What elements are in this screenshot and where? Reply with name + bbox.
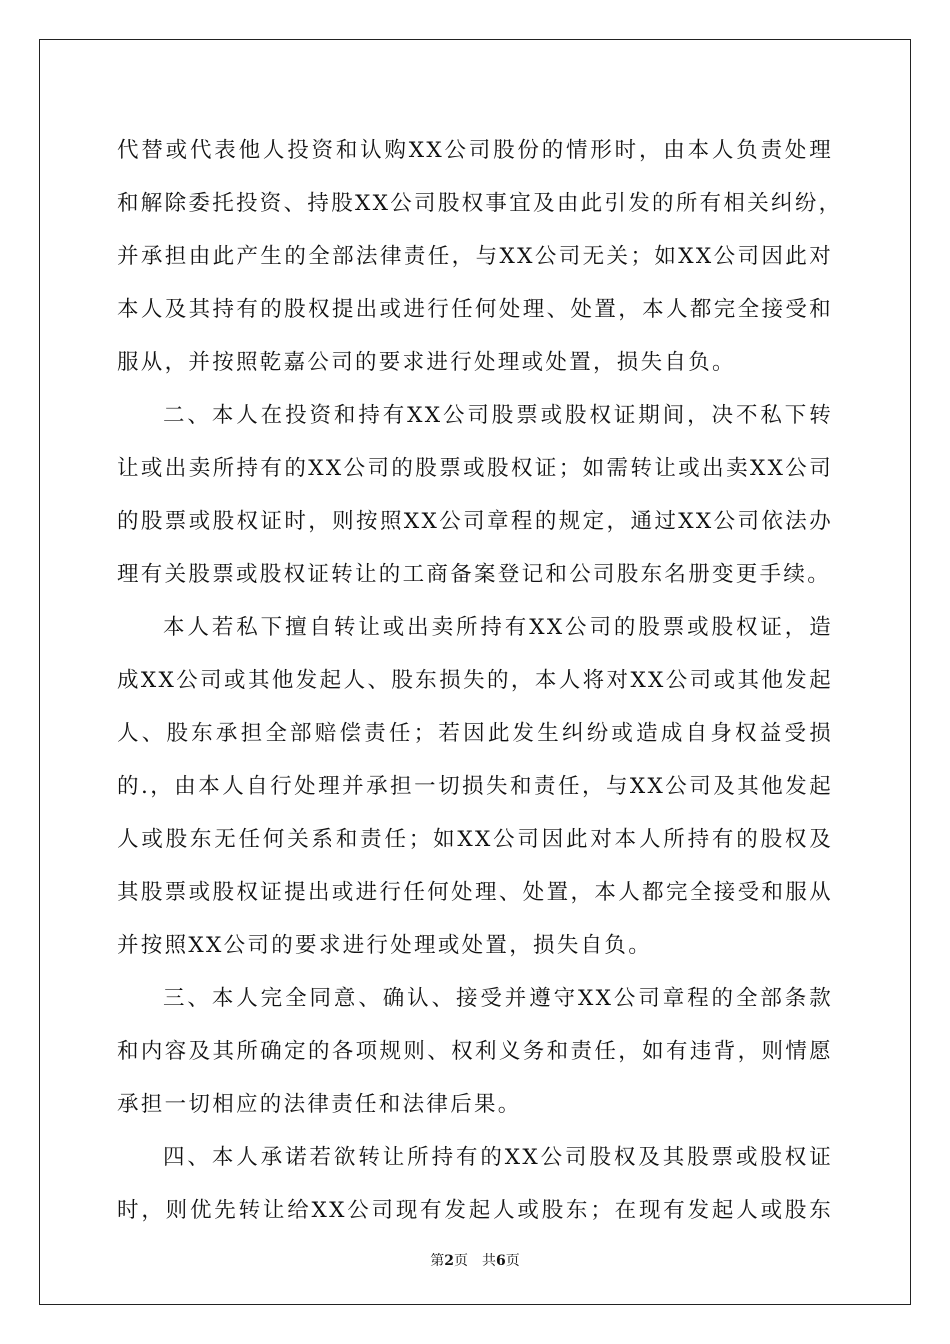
- document-body: [117, 124, 843, 1237]
- page-footer: [0, 1250, 950, 1270]
- text-line: 本人及其持有的股权提出或进行任何处理、处置，本人都完全接受和: [117, 297, 833, 322]
- text-line: 人或股东无任何关系和责任；如XX公司因此对本人所持有的股权及: [117, 827, 833, 852]
- text-line: 时，则优先转让给XX公司现有发起人或股东；在现有发起人或股东: [117, 1198, 833, 1223]
- text-line: 的股票或股权证时，则按照XX公司章程的规定，通过XX公司依法办: [117, 509, 833, 534]
- text-line: 代替或代表他人投资和认购XX公司股份的情形时，由本人负责处理: [117, 138, 833, 163]
- text-line: 承担一切相应的法律责任和法律后果。: [117, 1092, 522, 1117]
- text-line: 其股票或股权证提出或进行任何处理、处置，本人都完全接受和服从: [117, 880, 833, 905]
- page-total: 共6页: [482, 1253, 520, 1269]
- paragraph-2-first-line: 二、本人在投资和持有XX公司股票或股权证期间，决不私下转: [163, 403, 833, 428]
- text-line: 理有关股票或股权证转让的工商备案登记和公司股东名册变更手续。: [117, 562, 832, 587]
- text-line: 服从，并按照乾嘉公司的要求进行处理或处置，损失自负。: [117, 350, 736, 375]
- text-line: 人、股东承担全部赔偿责任；若因此发生纠纷或造成自身权益受损: [117, 721, 833, 746]
- paragraph-5-first-line: 四、本人承诺若欲转让所持有的XX公司股权及其股票或股权证: [163, 1145, 833, 1170]
- text-line: 让或出卖所持有的XX公司的股票或股权证；如需转让或出卖XX公司: [117, 456, 833, 481]
- text-line: 和内容及其所确定的各项规则、权利义务和责任，如有违背，则情愿: [117, 1039, 833, 1064]
- text-line: 和解除委托投资、持股XX公司股权事宜及由此引发的所有相关纠纷，: [117, 191, 843, 216]
- paragraph-3-first-line: 本人若私下擅自转让或出卖所持有XX公司的股票或股权证，造: [163, 615, 833, 640]
- text-line: 并承担由此产生的全部法律责任，与XX公司无关；如XX公司因此对: [117, 244, 833, 269]
- page-number: 第2页: [430, 1253, 468, 1269]
- text-line: 的.，由本人自行处理并承担一切损失和责任，与XX公司及其他发起: [117, 774, 833, 799]
- text-line: 并按照XX公司的要求进行处理或处置，损失自负。: [117, 933, 653, 958]
- paragraph-4-first-line: 三、本人完全同意、确认、接受并遵守XX公司章程的全部条款: [163, 986, 833, 1011]
- text-line: 成XX公司或其他发起人、股东损失的，本人将对XX公司或其他发起: [117, 668, 833, 693]
